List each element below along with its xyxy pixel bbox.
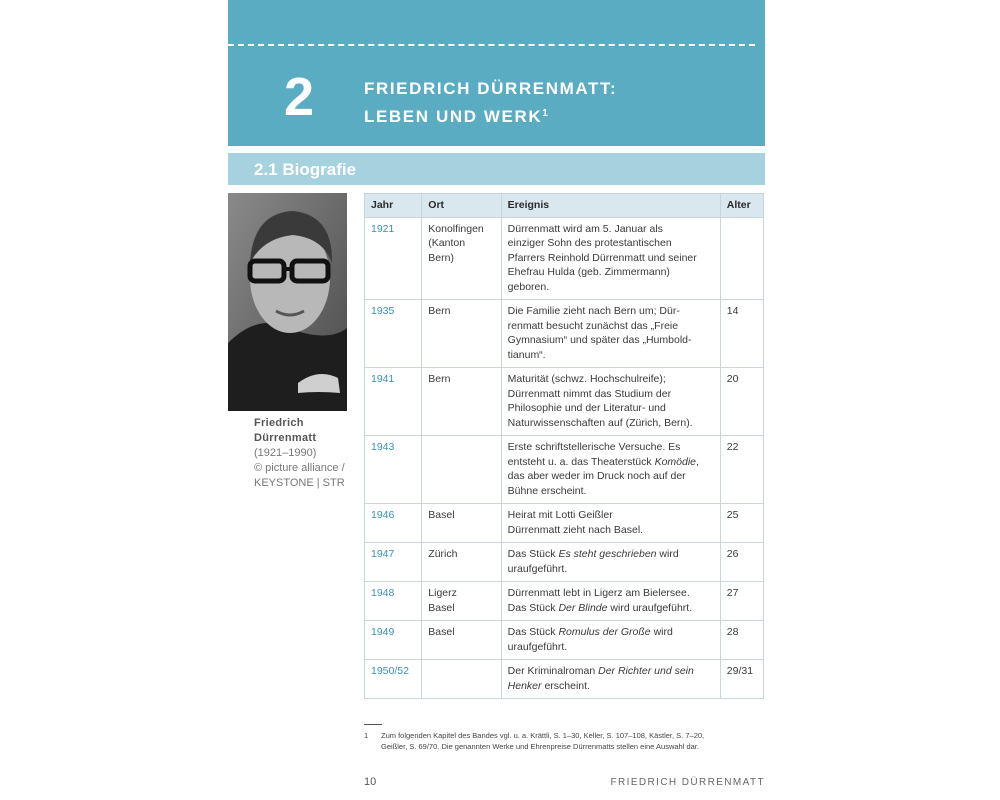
biography-table (364, 193, 764, 699)
portrait-caption (254, 416, 364, 491)
cell-event (501, 300, 720, 368)
cell-age: 27 (720, 582, 763, 621)
cell-year[interactable]: 1921 (365, 217, 422, 300)
cell-place-line: Basel (428, 509, 455, 521)
cell-place (422, 217, 501, 300)
portrait-photo-image (228, 193, 347, 411)
cell-event-line: Dürrenmatt wird am 5. Januar als (507, 222, 663, 235)
caption-name-line1: Friedrich (254, 417, 304, 429)
cell-event-line: uraufgeführt. (507, 562, 568, 575)
footnote-number: 1 (364, 731, 369, 740)
cell-event-line: Das Stück Romulus der Große wird (507, 626, 673, 638)
cell-age: 25 (720, 504, 763, 543)
header-year: Jahr (365, 194, 422, 218)
cell-event-line: Die Familie zieht nach Bern um; Dür- (507, 305, 680, 317)
cell-event-line: entsteht u. a. das Theaterstück Komödie, (507, 455, 699, 468)
caption-name-line2: Dürrenmatt (254, 432, 317, 444)
cell-event-line: Dürrenmatt lebt in Ligerz am Bielersee. (507, 587, 690, 599)
table-row (365, 436, 764, 504)
cell-event-line: Heirat mit Lotti Geißler (507, 509, 613, 521)
cell-place-line: Basel (428, 626, 455, 638)
footnote-line1: Zum folgenden Kapitel des Bandes vgl. u. a. Krättli, S. 1–30, Keller, S. 107–108, Kästler, S. 7–20, (381, 731, 705, 740)
table-row (365, 300, 764, 368)
cell-event (501, 543, 720, 582)
cell-place (422, 621, 501, 660)
caption-credit-line1: © picture alliance / (254, 462, 345, 474)
cell-place-line: Basel (428, 601, 455, 614)
cell-year[interactable]: 1941 (365, 368, 422, 436)
cell-age (720, 217, 763, 300)
table-header-row (365, 194, 764, 218)
cell-age: 22 (720, 436, 763, 504)
cell-event (501, 660, 720, 699)
cell-place (422, 582, 501, 621)
chapter-title-line1: FRIEDRICH DÜRRENMATT: (364, 79, 618, 98)
table-row (365, 543, 764, 582)
cell-age: 29/31 (720, 660, 763, 699)
cell-place (422, 368, 501, 436)
cell-age: 14 (720, 300, 763, 368)
cell-event-line: Der Kriminalroman Der Richter und sein (507, 665, 694, 677)
cell-event-line: Das Stück Der Blinde wird uraufgeführt. (507, 601, 693, 614)
cell-event-line: Das Stück Es steht geschrieben wird (507, 548, 679, 560)
cell-place-line: Ligerz (428, 587, 457, 599)
cell-event-line: Bühne erscheint. (507, 484, 587, 497)
cell-event-line: Ehefrau Hulda (geb. Zimmermann) (507, 266, 670, 278)
cell-event-line: Maturität (schwz. Hochschulreife); (507, 373, 666, 385)
dashed-divider (228, 44, 755, 46)
cell-age: 20 (720, 368, 763, 436)
cell-year[interactable]: 1949 (365, 621, 422, 660)
cell-event-line: Gymnasium“ und später das „Humbold- (507, 334, 692, 346)
table-body (365, 217, 764, 699)
cell-place-line: Bern) (428, 251, 454, 264)
cell-place (422, 300, 501, 368)
cell-event-line: Philosophie und der Literatur- und (507, 402, 666, 414)
cell-year[interactable]: 1935 (365, 300, 422, 368)
cell-place (422, 543, 501, 582)
cell-place-line: Konolfingen (428, 222, 484, 235)
cell-event (501, 504, 720, 543)
chapter-title-line2-wrap (364, 101, 744, 129)
cell-place (422, 504, 501, 543)
cell-event (501, 582, 720, 621)
footnote (364, 730, 764, 752)
cell-event (501, 368, 720, 436)
chapter-title (364, 76, 744, 129)
footnote-marker[interactable]: 1 (542, 108, 548, 119)
cell-place-line: Zürich (428, 548, 458, 560)
cell-age: 26 (720, 543, 763, 582)
running-head: FRIEDRICH DÜRRENMATT (610, 777, 765, 788)
table-row (365, 217, 764, 300)
table-row (365, 621, 764, 660)
cell-place (422, 660, 501, 699)
header-place: Ort (422, 194, 501, 218)
cell-event-line: Henker erscheint. (507, 679, 590, 692)
caption-years: (1921–1990) (254, 447, 317, 459)
cell-event-line: Dürrenmatt zieht nach Basel. (507, 523, 644, 536)
page-number: 10 (364, 776, 377, 788)
caption-credit-line2: KEYSTONE | STR (254, 477, 345, 489)
table-row (365, 504, 764, 543)
cell-age: 28 (720, 621, 763, 660)
cell-year[interactable]: 1950/52 (365, 660, 422, 699)
cell-year[interactable]: 1948 (365, 582, 422, 621)
footnote-rule (364, 724, 382, 725)
cell-event-line: Dürrenmatt nimmt das Studium der (507, 387, 672, 400)
cell-place-line: (Kanton (428, 237, 466, 249)
section-title: 2.1 Biografie (254, 160, 357, 179)
chapter-number: 2 (284, 67, 315, 127)
cell-event (501, 217, 720, 300)
chapter-title-line2: LEBEN UND WERK (364, 107, 543, 126)
cell-year[interactable]: 1947 (365, 543, 422, 582)
cell-event-line: Erste schriftstellerische Versuche. Es (507, 441, 681, 453)
cell-event-line: das aber weder im Druck noch auf der (507, 470, 686, 482)
cell-event-line: uraufgeführt. (507, 640, 568, 653)
cell-event-line: Pfarrers Reinhold Dürrenmatt und seiner (507, 251, 697, 264)
header-age: Alter (720, 194, 763, 218)
cell-event (501, 621, 720, 660)
cell-event-line: tianum“. (507, 348, 546, 361)
cell-event-line: geboren. (507, 280, 550, 293)
cell-year[interactable]: 1946 (365, 504, 422, 543)
table-row (365, 368, 764, 436)
portrait-photo (228, 193, 347, 411)
cell-event-line: Naturwissenschaften auf (Zürich, Bern). (507, 416, 693, 429)
table-row (365, 660, 764, 699)
footnote-line2: Geißler, S. 69/70. Die genannten Werke und Ehrenpreise Dürrenmatts stellen eine Auswahl dar. (381, 742, 699, 751)
header-event: Ereignis (501, 194, 720, 218)
cell-event (501, 436, 720, 504)
cell-place-line: Bern (428, 373, 451, 385)
table-row (365, 582, 764, 621)
cell-event-line: renmatt besucht zunächst das „Freie (507, 319, 679, 332)
cell-event-line: einziger Sohn des protestantischen (507, 237, 672, 249)
cell-year[interactable]: 1943 (365, 436, 422, 504)
cell-place-line: Bern (428, 305, 451, 317)
cell-place (422, 436, 501, 504)
